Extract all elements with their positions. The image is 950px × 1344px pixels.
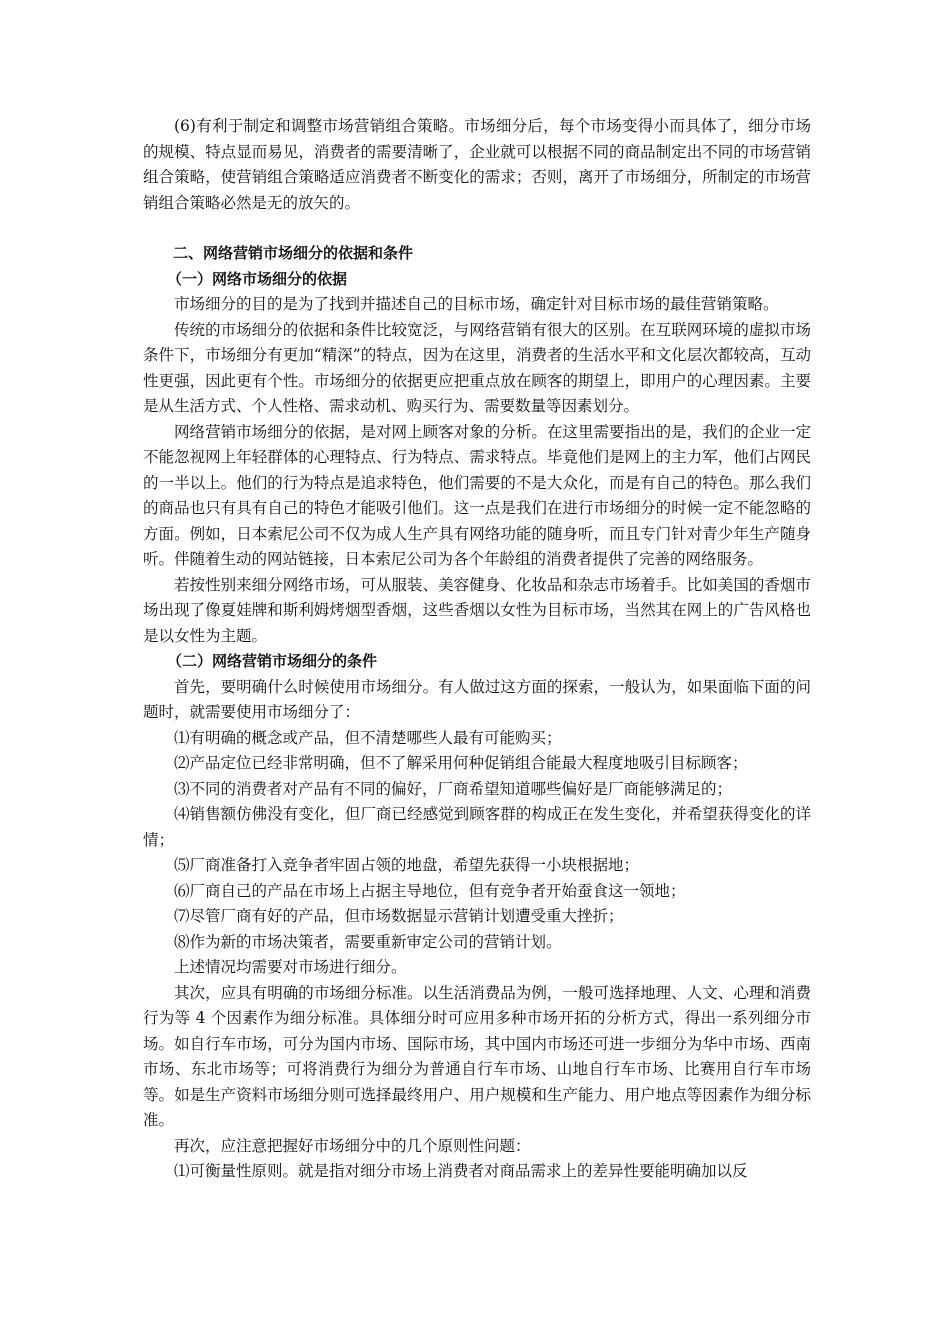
list-item: ⑹厂商自己的产品在市场上占据主导地位，但有竞争者开始蚕食这一领地； [174, 881, 686, 900]
list-item: ⑷销售额仿佛没有变化，但厂商已经感觉到顾客群的构成正在发生变化，并希望获得变化的详情； [143, 805, 811, 849]
paragraph-item-6: (6)有利于制定和调整市场营销组合策略。市场细分后，每个市场变得小而具体了，细分市场的规模、特点显而易见，消费者的需要清晰了，企业就可以根据不同的商品制定出不同的市场营销组合策略，使营销组合策略适应消费者不断变化的需求；否则，离开了市场细分，所制定的市场营销组合策略必然是无的放矢的。 [143, 117, 811, 212]
list-item: ⑺尽管厂商有好的产品，但市场数据显示营销计划遭受重大挫折； [174, 907, 624, 925]
paragraph-third: 再次，应注意把握好市场细分中的几个原则性问题： [174, 1136, 531, 1155]
paragraph-basis: 网络营销市场细分的依据，是对网上顾客对象的分析。在这里需要指出的是，我们的企业一定不能忽视网上年轻群体的心理特点、行为特点、需求特点。毕竟他们是网上的主力军，他们占网民的一半以上。他们的行为特点是追求特色，他们需要的不是大众化，而是有自己的特色。那么我们的商品也只有具有自己的特色才能吸引他们。这一点是我们在进行市场细分的时候一定不能忽略的方面。例如，日本索尼公司不仅为成人生产具有网络功能的随身听，而且专门针对青少年生产随身听。伴随着生动的网站链接，日本索尼公司为各个年龄组的消费者提供了完善的网络服务。 [143, 422, 811, 568]
paragraph-principle-1: ⑴可衡量性原则。就是指对细分市场上消费者对商品需求上的差异性要能明确加以反 [174, 1162, 748, 1180]
list-item: ⑴有明确的概念或产品，但不清楚哪些人最有可能购买； [174, 728, 562, 747]
text-column [143, 114, 811, 1185]
list-item: ⑶不同的消费者对产品有不同的偏好，厂商希望知道哪些偏好是厂商能够满足的； [174, 779, 733, 798]
list-item: ⑵产品定位已经非常明确，但不了解采用何种促销组合能最大程度地吸引目标顾客； [174, 754, 748, 772]
list-item: ⑸厂商准备打入竞争者牢固占领的地盘，希望先获得一小块根据地； [174, 856, 640, 874]
paragraph-gender: 若按性别来细分网络市场，可从服装、美容健身、化妆品和杂志市场着手。比如美国的香烟市场出现了像夏娃牌和斯利姆烤烟型香烟，这些香烟以女性为目标市场，当然其在网上的广告风格也是以女性为主题。 [143, 575, 811, 645]
blank-line [143, 216, 811, 241]
subsection-heading-1: （一）网络市场细分的依据 [167, 269, 348, 288]
subsection-heading-2: （二）网络营销市场细分的条件 [167, 652, 378, 670]
paragraph-first: 首先，要明确什么时候使用市场细分。有人做过这方面的探索，一般认为，如果面临下面的问题时，就需要使用市场细分了： [143, 677, 811, 721]
paragraph-traditional: 传统的市场细分的依据和条件比较宽泛，与网络营销有很大的区别。在互联网环境的虚拟市场条件下，市场细分有更加“精深”的特点，因为在这里，消费者的生活水平和文化层次都较高，互动性更强，因此更有个性。市场细分的依据更应把重点放在顾客的期望上，即用户的心理因素。主要是从生活方式、个人性格、需求动机、购买行为、需要数量等因素划分。 [143, 320, 811, 415]
paragraph-purpose: 市场细分的目的是为了找到并描述自己的目标市场，确定针对目标市场的最佳营销策略。 [174, 295, 779, 313]
paragraph-above: 上述情况均需要对市场进行细分。 [174, 958, 407, 976]
paragraph-second: 其次，应具有明确的市场细分标准。以生活消费品为例，一般可选择地理、人文、心理和消费行为等 4 个因素作为细分标准。具体细分时可应用多种市场开拓的分析方式，得出一系列细分市场。如自行车市场，可分为国内市场、国际市场，其中国内市场还可进一步细分为华中市场、西南市场、东北市场等；可将消费行为细分为普通自行车市场、山地自行车市场、比赛用自行车市场等。如是生产资料市场细分则可选择最终用户、用户规模和生产能力、用户地点等因素作为细分标准。 [143, 983, 811, 1129]
list-item: ⑻作为新的市场决策者，需要重新审定公司的营销计划。 [174, 932, 562, 951]
section-heading: 二、网络营销市场细分的依据和条件 [173, 244, 414, 262]
